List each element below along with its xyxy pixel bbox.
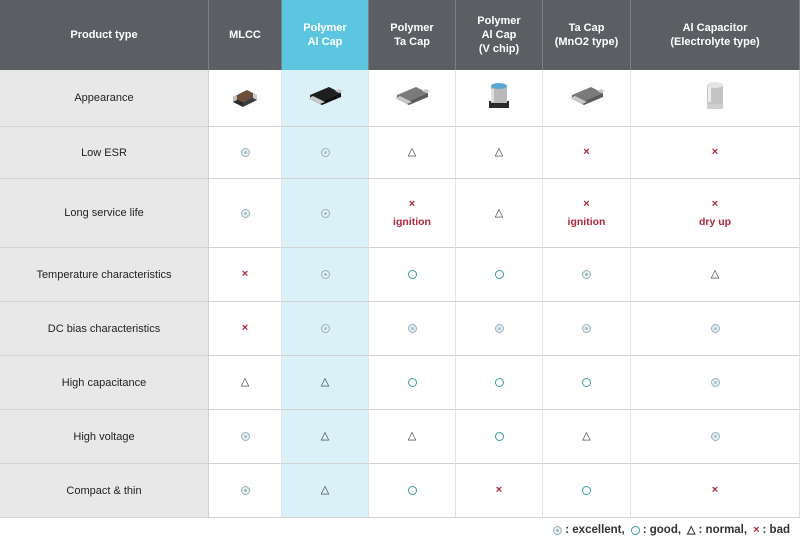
row-label: Low ESR (0, 127, 209, 179)
rating-note: dry up (698, 215, 732, 228)
normal-symbol-icon: △ (582, 430, 591, 442)
rating-cell (456, 410, 543, 464)
column-header: Product type (0, 0, 209, 70)
rating-cell (209, 410, 282, 464)
rating-cell (631, 410, 800, 464)
rating-cell (282, 302, 369, 356)
excellent-symbol-icon (553, 526, 562, 535)
legend-good-text: : good, (642, 524, 682, 536)
rating-cell (369, 179, 456, 248)
excellent-symbol-icon (241, 486, 250, 495)
rating-cell (282, 127, 369, 179)
good-symbol-icon (408, 378, 417, 387)
rating-cell (631, 302, 800, 356)
appearance-cell (369, 70, 456, 127)
normal-symbol-icon: △ (320, 376, 330, 388)
appearance-cell (631, 70, 800, 127)
excellent-symbol-icon (711, 378, 720, 387)
normal-symbol-icon: △ (687, 523, 696, 536)
row-label: Appearance (0, 70, 209, 127)
rating-cell (282, 356, 369, 410)
bad-symbol-icon: × (753, 523, 760, 536)
rating-cell (456, 464, 543, 518)
excellent-symbol-icon (241, 432, 250, 441)
rating-cell (282, 464, 369, 518)
good-symbol-icon (631, 526, 640, 535)
legend-excellent-text: : excellent, (565, 524, 625, 536)
row-label: Temperature characteristics (0, 248, 209, 302)
column-header: Polymer Al Cap (282, 0, 369, 70)
rating-note: ignition (393, 215, 431, 228)
row-label: High capacitance (0, 356, 209, 410)
excellent-symbol-icon (321, 270, 330, 279)
good-symbol-icon (408, 486, 417, 495)
al-can-icon (695, 79, 735, 118)
excellent-symbol-icon (321, 324, 330, 333)
rating-cell (369, 248, 456, 302)
excellent-symbol-icon (241, 148, 250, 157)
legend-normal-text: : normal, (698, 524, 748, 536)
excellent-symbol-icon (241, 209, 250, 218)
normal-symbol-icon: △ (494, 146, 504, 158)
column-header: Polymer Ta Cap (369, 0, 456, 70)
appearance-cell (209, 70, 282, 127)
bad-symbol-icon: × (711, 484, 719, 496)
rating-cell (631, 248, 800, 302)
appearance-cell (456, 70, 543, 127)
rating-cell (543, 248, 631, 302)
excellent-symbol-icon (711, 432, 720, 441)
mlcc-chip-icon (225, 79, 265, 118)
excellent-symbol-icon (582, 324, 591, 333)
bad-symbol-icon: × (408, 197, 416, 210)
column-header: Al Capacitor (Electrolyte type) (631, 0, 800, 70)
rating-cell (209, 248, 282, 302)
normal-symbol-icon: △ (710, 268, 720, 280)
rating-note: ignition (567, 215, 606, 228)
rating-cell (456, 127, 543, 179)
rating-cell (209, 302, 282, 356)
row-label: High voltage (0, 410, 209, 464)
rating-cell (282, 179, 369, 248)
rating-cell (456, 302, 543, 356)
bad-symbol-icon: × (711, 146, 719, 158)
excellent-symbol-icon (582, 270, 591, 279)
polymer-al-chip-icon (305, 79, 345, 118)
rating-cell (209, 127, 282, 179)
rating-cell (631, 179, 800, 248)
normal-symbol-icon: △ (494, 206, 504, 219)
bad-symbol-icon: × (241, 268, 249, 280)
good-symbol-icon (495, 270, 504, 279)
rating-cell (456, 248, 543, 302)
row-label: Compact & thin (0, 464, 209, 518)
appearance-cell (282, 70, 369, 127)
rating-cell (543, 410, 631, 464)
normal-symbol-icon: △ (320, 430, 330, 442)
rating-cell (543, 127, 631, 179)
rating-cell (282, 410, 369, 464)
rating-cell (209, 356, 282, 410)
rating-cell (369, 464, 456, 518)
good-symbol-icon (582, 378, 591, 387)
excellent-symbol-icon (495, 324, 504, 333)
good-symbol-icon (408, 270, 417, 279)
rating-cell (631, 464, 800, 518)
rating-cell (631, 127, 800, 179)
good-symbol-icon (495, 432, 504, 441)
row-label: Long service life (0, 179, 209, 248)
column-header: Polymer Al Cap (V chip) (456, 0, 543, 70)
column-header: MLCC (209, 0, 282, 70)
rating-cell (543, 302, 631, 356)
rating-cell (543, 356, 631, 410)
bad-symbol-icon: × (583, 197, 590, 210)
rating-cell (369, 302, 456, 356)
ta-chip-icon (567, 79, 607, 118)
column-header: Ta Cap (MnO2 type) (543, 0, 631, 70)
polymer-ta-chip-icon (392, 79, 432, 118)
legend (553, 524, 790, 536)
bad-symbol-icon: × (711, 197, 719, 210)
row-label: DC bias characteristics (0, 302, 209, 356)
v-chip-can-icon (479, 79, 519, 118)
normal-symbol-icon: △ (407, 146, 417, 158)
bad-symbol-icon: × (495, 484, 503, 496)
normal-symbol-icon: △ (240, 376, 250, 388)
normal-symbol-icon: △ (407, 430, 417, 442)
legend-bad-text: : bad (762, 524, 790, 536)
excellent-symbol-icon (711, 324, 720, 333)
rating-cell (209, 179, 282, 248)
rating-cell (456, 179, 543, 248)
good-symbol-icon (495, 378, 504, 387)
rating-cell (369, 356, 456, 410)
bad-symbol-icon: × (583, 146, 590, 158)
rating-cell (631, 356, 800, 410)
excellent-symbol-icon (321, 209, 330, 218)
rating-cell (209, 464, 282, 518)
bad-symbol-icon: × (241, 322, 249, 334)
rating-cell (282, 248, 369, 302)
rating-cell (456, 356, 543, 410)
excellent-symbol-icon (321, 148, 330, 157)
rating-cell (543, 179, 631, 248)
normal-symbol-icon: △ (320, 484, 330, 496)
rating-cell (543, 464, 631, 518)
rating-cell (369, 410, 456, 464)
good-symbol-icon (582, 486, 591, 495)
excellent-symbol-icon (408, 324, 417, 333)
rating-cell (369, 127, 456, 179)
appearance-cell (543, 70, 631, 127)
